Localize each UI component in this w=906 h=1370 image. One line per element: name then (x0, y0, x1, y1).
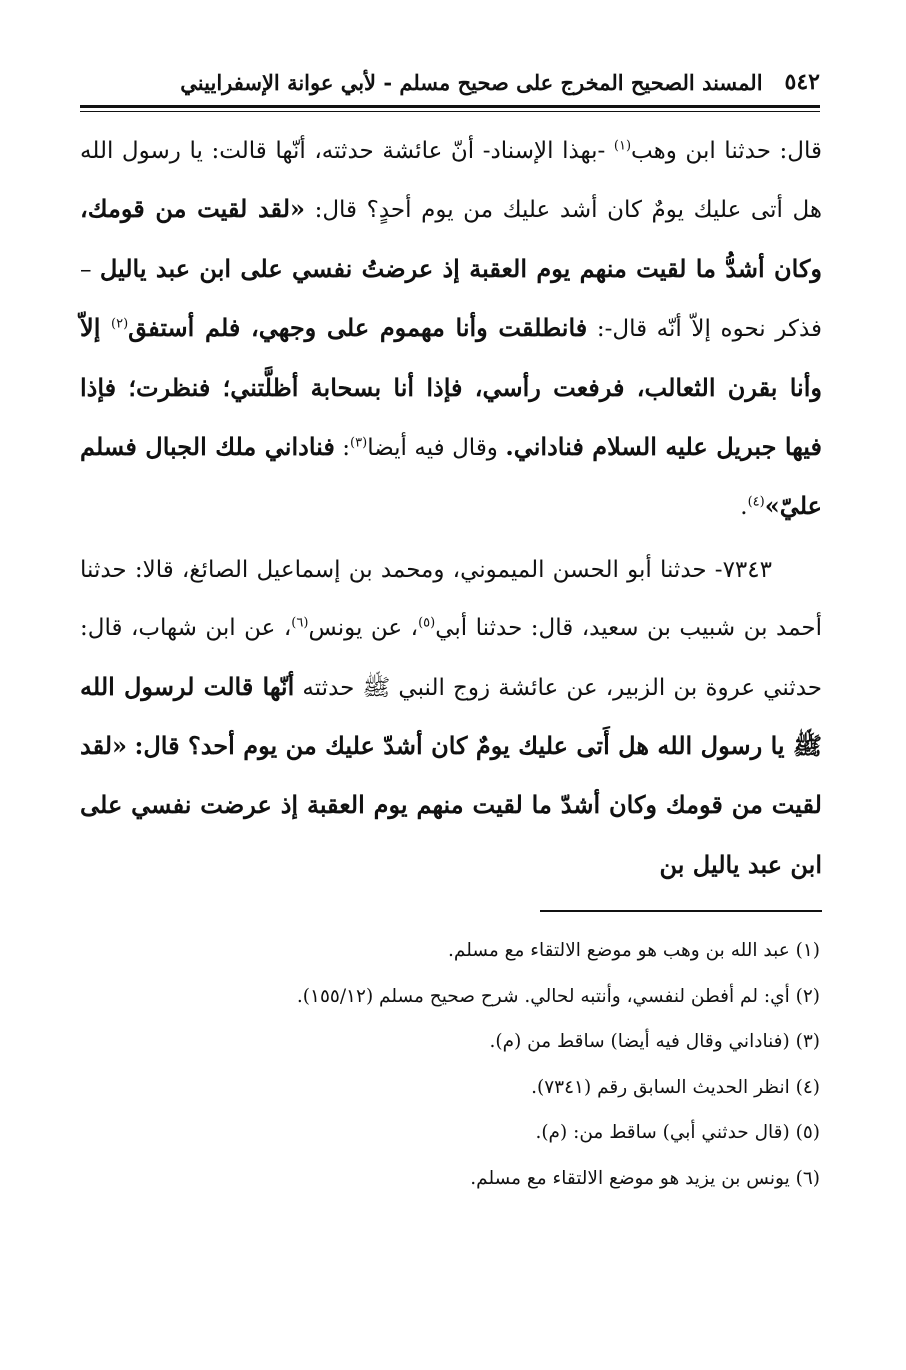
text-run: – فذكر نحوه إلاّ أنّه قال-: (80, 256, 823, 343)
header-rule-thick (80, 105, 820, 108)
text-run: : (334, 435, 351, 462)
text-run: ٧٣٤٣- حدثنا أبو الحسن الميموني، ومحمد بن إسماعيل الصائغ، قالا: حدثنا أحمد بن شبيب بن سعيد، قال: حدثنا أبي (80, 556, 822, 642)
footnotes (80, 928, 820, 1202)
footnote-6: (٦) يونس بن يزيد هو موضع الالتقاء مع مسلم. (470, 1167, 820, 1189)
text-run: ، عن ابن شهاب، قال: حدثني عروة بن الزبير، عن عائشة زوج النبي ﷺ حدثته (80, 615, 822, 701)
bold-quote: «لقد لقيت من قومك وكان أشدّ ما لقيت منهم يوم العقبة إذ عرضت نفسي على ابن عبد ياليل بن (80, 731, 822, 879)
footnote-2: (٢) أي: لم أفطن لنفسي، وأنتبه لحالي. شرح صحيح مسلم (١٥٥/١٢). (296, 985, 820, 1007)
running-header (80, 62, 820, 102)
text-run: . (740, 494, 748, 521)
book-title: المسند الصحيح المخرج على صحيح مسلم - لأبي عوانة الإسفراييني (180, 69, 763, 95)
bold-quote: إلاّ وأنا بقرن الثعالب، فرفعت رأسي، فإذا أنا بسحابة أظلَّتني؛ فنظرت؛ فإذا فيها جبريل عليه السلام فناداني. (80, 313, 822, 462)
footnote-ref-2: (٢) (111, 316, 129, 332)
footnote-5: (٥) (قال حدثني أبي) ساقط من: (م). (535, 1122, 820, 1144)
text-run: ، عن يونس (308, 615, 419, 642)
footnote-ref-1: (١) (613, 138, 632, 154)
footnote-ref-5: (٥) (418, 615, 436, 631)
main-text (80, 122, 822, 895)
header-rule-thin (80, 111, 820, 112)
footnote-4: (٤) انظر الحديث السابق رقم (٧٣٤١). (531, 1076, 820, 1098)
footnote-ref-3: (٣) (350, 435, 368, 451)
footnote-ref-6: (٦) (291, 615, 309, 631)
text-run: -بهذا الإسناد- أنّ عائشة حدثته، أنّها قالت: يا رسول الله هل أتى عليك يومٌ كان أشد عليك من يوم أحدٍ؟ قال: (80, 138, 822, 224)
paragraph-2 (80, 541, 822, 895)
text-run: قال: حدثنا ابن وهب (631, 138, 822, 164)
paragraph-1 (80, 122, 822, 537)
text-run: وقال فيه أيضا (367, 435, 506, 462)
bold-quote: فانطلقت وأنا مهموم على وجهي، فلم أستفق (128, 313, 588, 343)
bold-quote: فناداني ملك الجبال فسلم عليّ» (80, 432, 822, 521)
footnote-3: (٣) (فناداني وقال فيه أيضا) ساقط من (م). (489, 1031, 820, 1053)
bold-quote: «لقد لقيت من قومك، وكان أشدُّ ما لقيت منهم يوم العقبة إذ عرضتُ نفسي على ابن عبد ياليل (80, 194, 823, 283)
footnote-1: (١) عبد الله بن وهب هو موضع الالتقاء مع مسلم. (448, 940, 820, 961)
footnote-separator (540, 910, 822, 912)
page-number: ٥٤٢ (784, 69, 820, 95)
bold-quote: أنّها قالت لرسول الله ﷺ يا رسول الله هل أَتى عليك يومٌ كان أشدّ عليك من يوم أحد؟ قال: (80, 671, 823, 761)
footnote-ref-4: (٤) (747, 494, 765, 510)
